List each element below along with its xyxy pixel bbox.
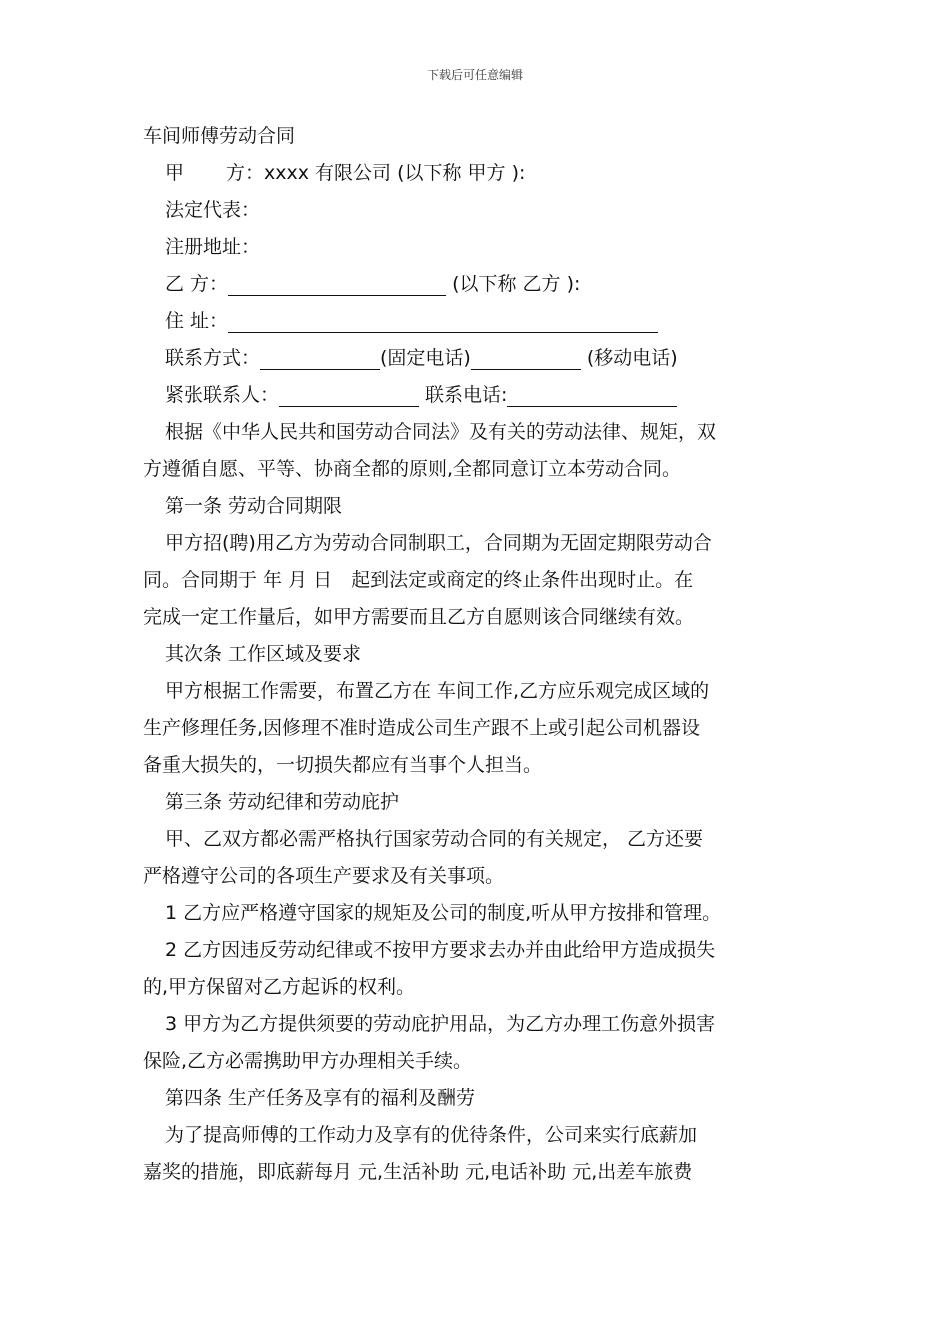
fixed-phone-label: (固定电话)	[380, 347, 471, 369]
address-label: 住 址：	[165, 310, 229, 332]
address-line	[143, 303, 813, 340]
paragraph-line: 1 乙方应严格遵守国家的规矩及公司的制度,听从甲方按排和管理。	[165, 902, 722, 924]
party-b-suffix: (以下称 乙方 ):	[446, 273, 581, 295]
paragraph-line: 嘉奖的措施，即底薪每月 元,生活补助 元,电话补助 元,出差车旅费	[143, 1161, 693, 1183]
party-a-value: ：xxxx 有限公司 (以下称 甲方 ):	[245, 162, 526, 184]
paragraph-line: 生产修理任务,因修理不准时造成公司生产跟不上或引起公司机器设	[143, 717, 701, 739]
article-heading: 第三条 劳动纪律和劳动庇护	[165, 791, 400, 813]
paragraph-line: 保险,乙方必需携助甲方办理相关手续。	[143, 1050, 473, 1072]
page-header-note: 下载后可任意编辑	[426, 68, 523, 82]
contract-document	[143, 118, 813, 1191]
party-a-label-2: 方	[226, 162, 246, 184]
party-b-line	[143, 266, 813, 303]
contact-line	[143, 340, 813, 377]
party-b-label: 乙 方：	[165, 273, 229, 295]
article-heading: 其次条 工作区域及要求	[165, 643, 362, 665]
paragraph-line: 方遵循自愿、平等、协商全都的原则,全都同意订立本劳动合同。	[143, 458, 682, 480]
paragraph-line: 3 甲方为乙方提供须要的劳动庇护用品，为乙方办理工伤意外损害	[165, 1013, 716, 1035]
emergency-contact-line	[143, 377, 813, 414]
document-title: 车间师傅劳动合同	[143, 125, 296, 147]
party-b-blank[interactable]	[228, 271, 446, 296]
party-a-label-1: 甲	[165, 162, 185, 184]
paragraph-line: 完成一定工作量后，如甲方需要而且乙方自愿则该合同继续有效。	[143, 606, 695, 628]
article-heading: 第一条 劳动合同期限	[165, 495, 343, 517]
address-blank[interactable]	[228, 308, 658, 333]
emergency-contact-label: 紧张联系人：	[165, 384, 280, 406]
paragraph-line: 甲方根据工作需要，布置乙方在 车间工作,乙方应乐观完成区域的	[165, 680, 710, 702]
paragraph-line: 严格遵守公司的各项生产要求及有关事项。	[143, 865, 505, 887]
legal-representative-line: 法定代表：	[165, 199, 261, 221]
contact-label: 联系方式：	[165, 347, 261, 369]
paragraph-line: 备重大损失的，一切损失都应有当事个人担当。	[143, 754, 543, 776]
mobile-phone-label: (移动电话)	[580, 347, 678, 369]
paragraph-line: 根据《中华人民共和国劳动合同法》及有关的劳动法律、规矩，双	[165, 421, 717, 443]
paragraph-line: 甲、乙双方都必需严格执行国家劳动合同的有关规定， 乙方还要	[165, 828, 704, 850]
paragraph-line: 同。合同期于 年 月 日 起到法定或商定的终止条件出现时止。在	[143, 569, 694, 591]
paragraph-line: 为了提高师傅的工作动力及享有的优待条件，公司来实行底薪加	[165, 1124, 698, 1146]
article-heading: 第四条 生产任务及享有的福利及酬劳	[165, 1087, 476, 1109]
paragraph-line: 甲方招(聘)用乙方为劳动合同制职工，合同期为无固定期限劳动合	[165, 532, 712, 554]
emergency-phone-label: 联系电话:	[419, 384, 508, 406]
mobile-phone-blank[interactable]	[471, 345, 581, 370]
paragraph-line: 的,甲方保留对乙方起诉的权利。	[143, 976, 416, 998]
party-a-line	[143, 155, 813, 192]
registered-address-line: 注册地址：	[165, 236, 261, 258]
fixed-phone-blank[interactable]	[260, 345, 380, 370]
paragraph-line: 2 乙方因违反劳动纪律或不按甲方要求去办并由此给甲方造成损失	[165, 939, 716, 961]
emergency-contact-blank[interactable]	[279, 382, 419, 407]
emergency-phone-blank[interactable]	[507, 382, 677, 407]
